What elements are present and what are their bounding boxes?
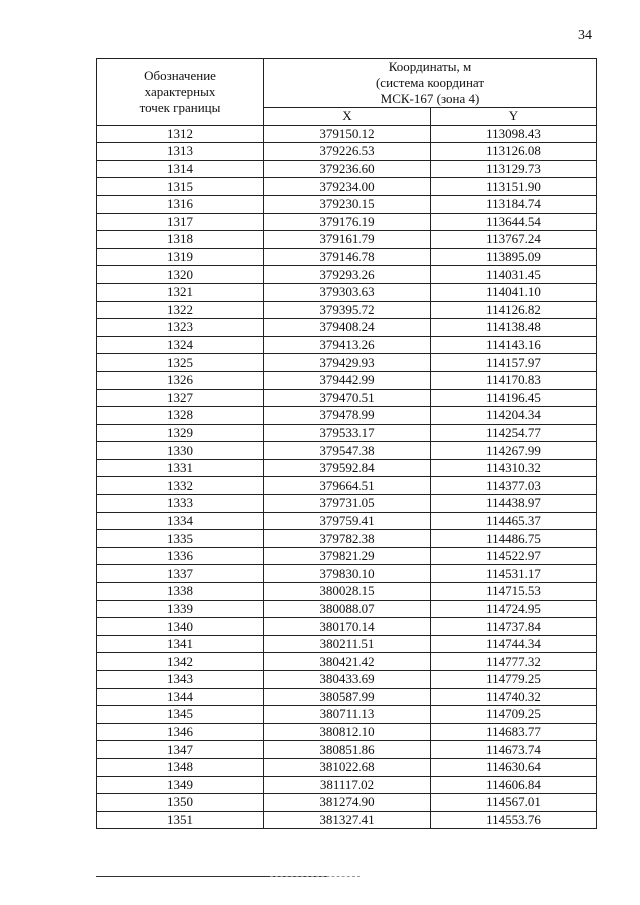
y-coordinate-cell: 113126.08 [431, 143, 597, 161]
point-id-cell: 1322 [97, 301, 264, 319]
y-coordinate-cell: 114724.95 [431, 600, 597, 618]
point-id-cell: 1344 [97, 688, 264, 706]
y-coordinate-cell: 114254.77 [431, 424, 597, 442]
x-coordinate-cell: 379592.84 [264, 459, 431, 477]
point-id-cell: 1324 [97, 336, 264, 354]
table-row [97, 776, 597, 794]
y-coordinate-cell: 114438.97 [431, 495, 597, 513]
table-row [97, 266, 597, 284]
y-coordinate-cell: 114567.01 [431, 794, 597, 812]
point-id-cell: 1342 [97, 653, 264, 671]
point-id-cell: 1332 [97, 477, 264, 495]
table-row [97, 635, 597, 653]
header-x: X [264, 108, 431, 126]
table-row [97, 512, 597, 530]
coordinates-table [96, 58, 597, 829]
y-coordinate-cell: 114138.48 [431, 319, 597, 337]
x-coordinate-cell: 379759.41 [264, 512, 431, 530]
y-coordinate-cell: 114143.16 [431, 336, 597, 354]
table-row [97, 723, 597, 741]
y-coordinate-cell: 114465.37 [431, 512, 597, 530]
footer-rule-faint [270, 876, 360, 877]
x-coordinate-cell: 380812.10 [264, 723, 431, 741]
point-id-cell: 1328 [97, 407, 264, 425]
y-coordinate-cell: 113895.09 [431, 248, 597, 266]
table-row [97, 794, 597, 812]
table-header [97, 59, 597, 126]
x-coordinate-cell: 379547.38 [264, 442, 431, 460]
table-row [97, 301, 597, 319]
point-id-cell: 1314 [97, 160, 264, 178]
table-row [97, 178, 597, 196]
x-coordinate-cell: 379234.00 [264, 178, 431, 196]
x-coordinate-cell: 379731.05 [264, 495, 431, 513]
x-coordinate-cell: 380433.69 [264, 671, 431, 689]
point-id-cell: 1317 [97, 213, 264, 231]
y-coordinate-cell: 114170.83 [431, 371, 597, 389]
x-coordinate-cell: 381327.41 [264, 811, 431, 829]
y-coordinate-cell: 114715.53 [431, 583, 597, 601]
header-point-line-3: точек границы [139, 99, 221, 115]
y-coordinate-cell: 114041.10 [431, 283, 597, 301]
table-row [97, 477, 597, 495]
page-number: 34 [578, 28, 592, 43]
x-coordinate-cell: 379293.26 [264, 266, 431, 284]
y-coordinate-cell: 113644.54 [431, 213, 597, 231]
x-coordinate-cell: 379146.78 [264, 248, 431, 266]
point-id-cell: 1327 [97, 389, 264, 407]
x-coordinate-cell: 379470.51 [264, 389, 431, 407]
x-coordinate-cell: 380421.42 [264, 653, 431, 671]
header-point-line-2: характерных [144, 83, 216, 99]
table-row [97, 758, 597, 776]
table-row [97, 688, 597, 706]
y-coordinate-cell: 114630.64 [431, 758, 597, 776]
table-row [97, 319, 597, 337]
point-id-cell: 1329 [97, 424, 264, 442]
y-coordinate-cell: 114126.82 [431, 301, 597, 319]
x-coordinate-cell: 379303.63 [264, 283, 431, 301]
point-id-cell: 1334 [97, 512, 264, 530]
point-id-cell: 1315 [97, 178, 264, 196]
table-row [97, 706, 597, 724]
y-coordinate-cell: 113129.73 [431, 160, 597, 178]
table-row [97, 442, 597, 460]
point-id-cell: 1340 [97, 618, 264, 636]
x-coordinate-cell: 381117.02 [264, 776, 431, 794]
x-coordinate-cell: 379782.38 [264, 530, 431, 548]
point-id-cell: 1312 [97, 125, 264, 143]
table-row [97, 618, 597, 636]
point-id-cell: 1316 [97, 195, 264, 213]
x-coordinate-cell: 379395.72 [264, 301, 431, 319]
x-coordinate-cell: 380088.07 [264, 600, 431, 618]
x-coordinate-cell: 379150.12 [264, 125, 431, 143]
y-coordinate-cell: 114196.45 [431, 389, 597, 407]
y-coordinate-cell: 114740.32 [431, 688, 597, 706]
y-coordinate-cell: 114744.34 [431, 635, 597, 653]
table-row [97, 530, 597, 548]
table-row [97, 389, 597, 407]
point-id-cell: 1338 [97, 583, 264, 601]
y-coordinate-cell: 114683.77 [431, 723, 597, 741]
x-coordinate-cell: 379830.10 [264, 565, 431, 583]
table-row [97, 248, 597, 266]
header-coords-line-2: (система координат [375, 75, 485, 90]
x-coordinate-cell: 379429.93 [264, 354, 431, 372]
point-id-cell: 1336 [97, 547, 264, 565]
point-id-cell: 1349 [97, 776, 264, 794]
y-coordinate-cell: 114267.99 [431, 442, 597, 460]
table-row [97, 371, 597, 389]
x-coordinate-cell: 380170.14 [264, 618, 431, 636]
x-coordinate-cell: 379161.79 [264, 231, 431, 249]
header-y: Y [431, 108, 597, 126]
table-row [97, 143, 597, 161]
point-id-cell: 1343 [97, 671, 264, 689]
point-id-cell: 1323 [97, 319, 264, 337]
x-coordinate-cell: 381274.90 [264, 794, 431, 812]
point-id-cell: 1321 [97, 283, 264, 301]
x-coordinate-cell: 379176.19 [264, 213, 431, 231]
header-coordinates [264, 59, 597, 108]
x-coordinate-cell: 379478.99 [264, 407, 431, 425]
point-id-cell: 1339 [97, 600, 264, 618]
table-row [97, 547, 597, 565]
point-id-cell: 1348 [97, 758, 264, 776]
table-row [97, 213, 597, 231]
table-row [97, 336, 597, 354]
header-point-line-1: Обозначение [144, 67, 216, 83]
table-row [97, 811, 597, 829]
x-coordinate-cell: 380211.51 [264, 635, 431, 653]
table-row [97, 160, 597, 178]
x-coordinate-cell: 379408.24 [264, 319, 431, 337]
x-coordinate-cell: 380851.86 [264, 741, 431, 759]
y-coordinate-cell: 114709.25 [431, 706, 597, 724]
point-id-cell: 1313 [97, 143, 264, 161]
y-coordinate-cell: 114553.76 [431, 811, 597, 829]
table-row [97, 125, 597, 143]
table-row [97, 283, 597, 301]
table-body [97, 125, 597, 829]
y-coordinate-cell: 113184.74 [431, 195, 597, 213]
point-id-cell: 1330 [97, 442, 264, 460]
x-coordinate-cell: 380587.99 [264, 688, 431, 706]
point-id-cell: 1341 [97, 635, 264, 653]
y-coordinate-cell: 114606.84 [431, 776, 597, 794]
x-coordinate-cell: 380028.15 [264, 583, 431, 601]
x-coordinate-cell: 379230.15 [264, 195, 431, 213]
y-coordinate-cell: 114737.84 [431, 618, 597, 636]
table-row [97, 741, 597, 759]
x-coordinate-cell: 379236.60 [264, 160, 431, 178]
x-coordinate-cell: 379664.51 [264, 477, 431, 495]
table-row [97, 231, 597, 249]
point-id-cell: 1320 [97, 266, 264, 284]
point-id-cell: 1337 [97, 565, 264, 583]
y-coordinate-cell: 113098.43 [431, 125, 597, 143]
x-coordinate-cell: 379533.17 [264, 424, 431, 442]
x-coordinate-cell: 380711.13 [264, 706, 431, 724]
point-id-cell: 1326 [97, 371, 264, 389]
header-point-designation [97, 59, 264, 126]
x-coordinate-cell: 379226.53 [264, 143, 431, 161]
y-coordinate-cell: 114779.25 [431, 671, 597, 689]
point-id-cell: 1331 [97, 459, 264, 477]
y-coordinate-cell: 114204.34 [431, 407, 597, 425]
table-row [97, 495, 597, 513]
header-coords-line-3: МСК-167 (зона 4) [380, 91, 480, 106]
x-coordinate-cell: 379413.26 [264, 336, 431, 354]
point-id-cell: 1335 [97, 530, 264, 548]
y-coordinate-cell: 114531.17 [431, 565, 597, 583]
point-id-cell: 1346 [97, 723, 264, 741]
point-id-cell: 1333 [97, 495, 264, 513]
table-row [97, 424, 597, 442]
table-row [97, 671, 597, 689]
point-id-cell: 1350 [97, 794, 264, 812]
y-coordinate-cell: 113767.24 [431, 231, 597, 249]
table-row [97, 653, 597, 671]
x-coordinate-cell: 381022.68 [264, 758, 431, 776]
point-id-cell: 1345 [97, 706, 264, 724]
table-row [97, 600, 597, 618]
y-coordinate-cell: 114486.75 [431, 530, 597, 548]
y-coordinate-cell: 113151.90 [431, 178, 597, 196]
x-coordinate-cell: 379821.29 [264, 547, 431, 565]
table-row [97, 354, 597, 372]
table-row [97, 565, 597, 583]
point-id-cell: 1347 [97, 741, 264, 759]
y-coordinate-cell: 114673.74 [431, 741, 597, 759]
table-row [97, 195, 597, 213]
y-coordinate-cell: 114522.97 [431, 547, 597, 565]
point-id-cell: 1351 [97, 811, 264, 829]
y-coordinate-cell: 114031.45 [431, 266, 597, 284]
table-row [97, 459, 597, 477]
y-coordinate-cell: 114377.03 [431, 477, 597, 495]
table-row [97, 583, 597, 601]
table-row [97, 407, 597, 425]
point-id-cell: 1318 [97, 231, 264, 249]
point-id-cell: 1325 [97, 354, 264, 372]
y-coordinate-cell: 114777.32 [431, 653, 597, 671]
y-coordinate-cell: 114157.97 [431, 354, 597, 372]
y-coordinate-cell: 114310.32 [431, 459, 597, 477]
header-coords-line-1: Координаты, м [388, 59, 472, 74]
x-coordinate-cell: 379442.99 [264, 371, 431, 389]
point-id-cell: 1319 [97, 248, 264, 266]
